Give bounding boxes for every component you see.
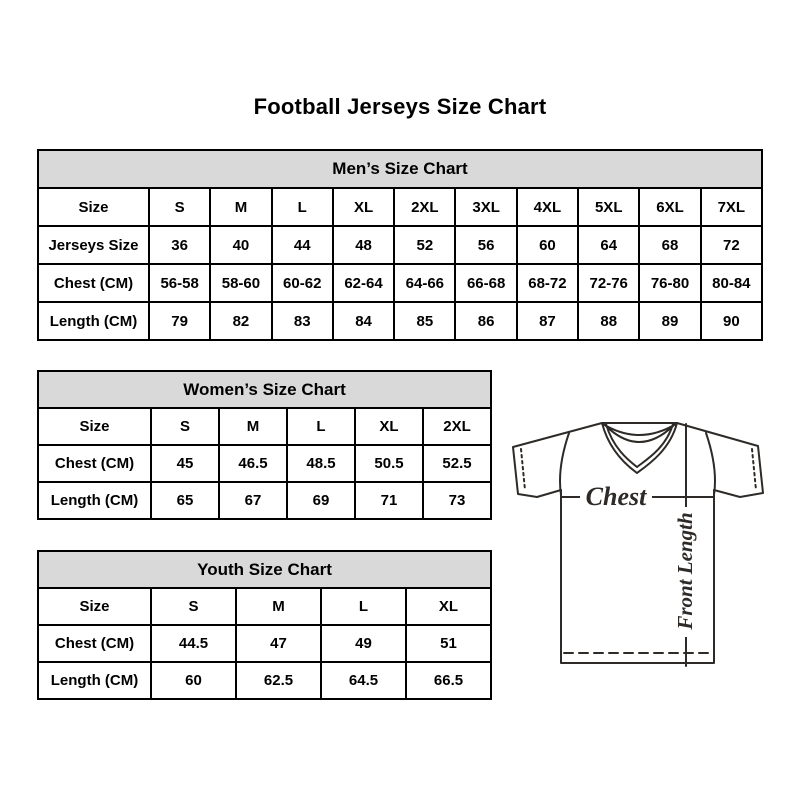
- size-cell: 69: [287, 482, 355, 519]
- size-cell: 58-60: [210, 264, 271, 302]
- mens-size-table: [37, 149, 763, 341]
- table-row: [38, 188, 762, 226]
- size-cell: 40: [210, 226, 271, 264]
- size-cell: 72-76: [578, 264, 639, 302]
- size-cell: 67: [219, 482, 287, 519]
- size-cell: 90: [701, 302, 762, 340]
- size-cell: 89: [639, 302, 700, 340]
- size-cell: 66-68: [455, 264, 516, 302]
- size-cell: 68: [639, 226, 700, 264]
- size-cell: 87: [517, 302, 578, 340]
- size-cell: 76-80: [639, 264, 700, 302]
- jersey-diagram: [506, 410, 768, 672]
- size-cell: S: [151, 408, 219, 445]
- size-cell: 6XL: [639, 188, 700, 226]
- size-cell: 50.5: [355, 445, 423, 482]
- table-row: [38, 408, 491, 445]
- size-cell: 4XL: [517, 188, 578, 226]
- size-cell: 52: [394, 226, 455, 264]
- size-cell: 88: [578, 302, 639, 340]
- size-cell: 84: [333, 302, 394, 340]
- size-cell: 62-64: [333, 264, 394, 302]
- size-cell: 5XL: [578, 188, 639, 226]
- row-label: Size: [38, 408, 151, 445]
- table-row: [38, 588, 491, 625]
- size-cell: XL: [355, 408, 423, 445]
- size-cell: 73: [423, 482, 491, 519]
- size-cell: 83: [272, 302, 333, 340]
- size-cell: 64.5: [321, 662, 406, 699]
- size-cell: 82: [210, 302, 271, 340]
- chest-label: Chest: [585, 482, 647, 511]
- size-cell: 85: [394, 302, 455, 340]
- size-cell: 44: [272, 226, 333, 264]
- size-cell: S: [151, 588, 236, 625]
- size-cell: 47: [236, 625, 321, 662]
- table-row: [38, 662, 491, 699]
- size-cell: 2XL: [394, 188, 455, 226]
- size-cell: 60: [151, 662, 236, 699]
- size-cell: 49: [321, 625, 406, 662]
- youth-table-title: Youth Size Chart: [38, 551, 491, 588]
- size-cell: 64-66: [394, 264, 455, 302]
- row-label: Chest (CM): [38, 625, 151, 662]
- row-label: Length (CM): [38, 662, 151, 699]
- womens-size-table: [37, 370, 492, 520]
- table-row: [38, 482, 491, 519]
- table-row: [38, 264, 762, 302]
- size-cell: 48.5: [287, 445, 355, 482]
- size-cell: 56-58: [149, 264, 210, 302]
- page-title: Football Jerseys Size Chart: [253, 94, 547, 119]
- size-cell: 66.5: [406, 662, 491, 699]
- womens-table-title: Women’s Size Chart: [38, 371, 491, 408]
- table-row: [38, 226, 762, 264]
- size-cell: L: [272, 188, 333, 226]
- size-cell: L: [287, 408, 355, 445]
- size-cell: 65: [151, 482, 219, 519]
- size-cell: 68-72: [517, 264, 578, 302]
- jersey-right-sleeve-outline: [677, 423, 763, 497]
- size-cell: 52.5: [423, 445, 491, 482]
- size-cell: M: [219, 408, 287, 445]
- size-cell: 48: [333, 226, 394, 264]
- jersey-collar-lines: [602, 423, 677, 473]
- row-label: Length (CM): [38, 302, 149, 340]
- size-cell: XL: [406, 588, 491, 625]
- size-cell: 36: [149, 226, 210, 264]
- table-row: [38, 302, 762, 340]
- size-cell: 3XL: [455, 188, 516, 226]
- row-label: Jerseys Size: [38, 226, 149, 264]
- youth-size-table: [37, 550, 492, 700]
- size-cell: 7XL: [701, 188, 762, 226]
- size-cell: 56: [455, 226, 516, 264]
- row-label: Size: [38, 188, 149, 226]
- size-cell: 2XL: [423, 408, 491, 445]
- size-cell: 60-62: [272, 264, 333, 302]
- size-cell: 62.5: [236, 662, 321, 699]
- size-cell: 51: [406, 625, 491, 662]
- size-cell: 46.5: [219, 445, 287, 482]
- size-cell: XL: [333, 188, 394, 226]
- size-cell: 79: [149, 302, 210, 340]
- table-row: [38, 445, 491, 482]
- size-cell: 45: [151, 445, 219, 482]
- row-label: Chest (CM): [38, 264, 149, 302]
- front-length-label: Front Length: [673, 512, 697, 630]
- size-cell: 72: [701, 226, 762, 264]
- row-label: Length (CM): [38, 482, 151, 519]
- size-cell: 86: [455, 302, 516, 340]
- size-cell: 44.5: [151, 625, 236, 662]
- size-cell: L: [321, 588, 406, 625]
- table-row: [38, 625, 491, 662]
- size-cell: 60: [517, 226, 578, 264]
- size-cell: 71: [355, 482, 423, 519]
- size-cell: S: [149, 188, 210, 226]
- mens-table-title: Men’s Size Chart: [38, 150, 762, 188]
- size-cell: 80-84: [701, 264, 762, 302]
- size-cell: M: [236, 588, 321, 625]
- size-cell: 64: [578, 226, 639, 264]
- row-label: Chest (CM): [38, 445, 151, 482]
- row-label: Size: [38, 588, 151, 625]
- size-cell: M: [210, 188, 271, 226]
